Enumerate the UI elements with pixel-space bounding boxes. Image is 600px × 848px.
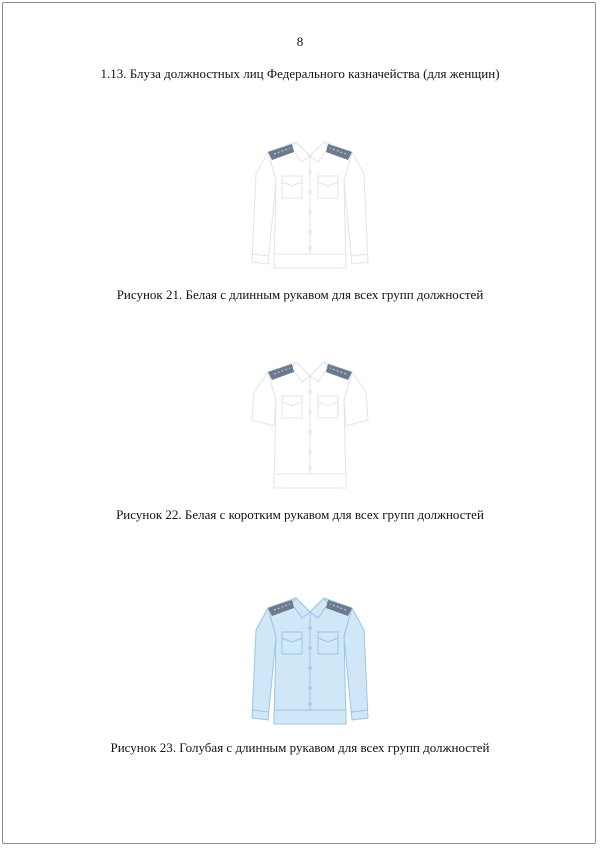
waistband (274, 474, 346, 488)
waistband (274, 254, 346, 268)
section-title: 1.13. Блуза должностных лиц Федерального казначейства (для женщин) (100, 66, 500, 81)
figure-caption-22: Рисунок 22. Белая с коротким рукавом для всех групп должностей (116, 507, 484, 522)
blouse-figure-22 (246, 342, 374, 502)
blouse-long-sleeve-blue-illustration (246, 578, 374, 738)
blouse-long-sleeve-white-illustration (246, 122, 374, 282)
blouse-short-sleeve-white-illustration (246, 342, 374, 502)
blouse-figure-21 (246, 122, 374, 282)
blouse-figure-23 (246, 578, 374, 738)
page-number: 8 (296, 34, 304, 49)
waistband (274, 710, 346, 724)
figure-caption-23: Рисунок 23. Голубая с длинным рукавом для всех групп должностей (110, 740, 490, 755)
figure-caption-21: Рисунок 21. Белая с длинным рукавом для всех групп должностей (116, 287, 484, 302)
